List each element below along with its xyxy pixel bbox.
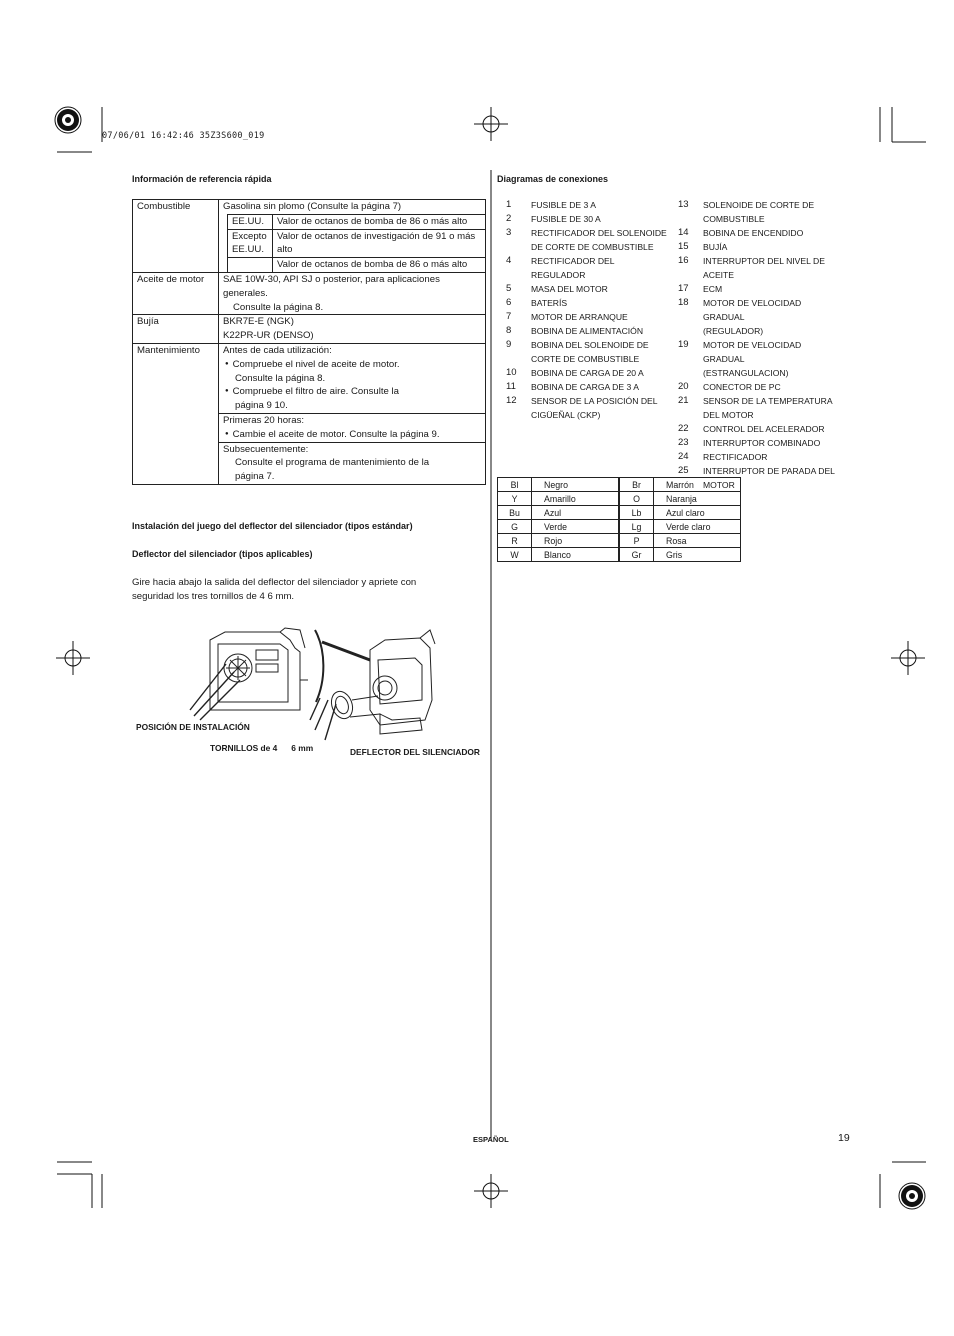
legend-label-line: RECTIFICADOR DEL [531,256,615,266]
legend-label [531,338,671,366]
legend-label [703,240,843,254]
legend-number: 2 [506,213,512,224]
plug-denso: K22PR-UR (DENSO) [223,330,314,342]
fuel-region [228,258,273,272]
legend-label-line: SOLENOIDE DE CORTE DE [703,200,815,210]
legend-label [703,436,843,450]
fuel-main: Gasolina sin plomo (Consulte la página 7) [223,201,402,212]
legend-label-line: SENSOR DE LA POSICIÓN DEL [531,396,658,406]
legend-number: 7 [506,311,512,322]
legend-item [506,338,678,366]
footer-language: ESPAÑOL [473,1135,509,1144]
legend-label-line: MOTOR DE VELOCIDAD GRADUAL [703,298,802,322]
wiring-legend-col-1 [506,198,678,492]
legend-label-line: MOTOR [703,480,735,490]
table-row [498,534,741,548]
color-code: Bl [498,478,532,492]
legend-label-line: RECTIFICADOR [703,452,768,462]
table-row [498,478,741,492]
legend-label-line: BOBINA DE ALIMENTACIÓN [531,326,644,336]
legend-label-line: (ESTRANGULACION) [703,368,789,378]
legend-label [531,380,671,394]
oil-label: Aceite de motor [133,272,219,314]
maint-ref: Consulte la página 8. [235,372,326,384]
legend-label [531,310,671,324]
color-name: Marrón [654,478,741,492]
legend-number: 13 [678,199,689,210]
legend-item [506,296,678,310]
legend-label-line: MOTOR DE VELOCIDAD GRADUAL [703,340,802,364]
legend-number: 21 [678,395,689,406]
oil-ref: Consulte la página 8. [233,301,324,313]
legend-number: 17 [678,283,689,294]
legend-label-line: MASA DEL MOTOR [531,284,608,294]
quick-reference-table [132,199,486,485]
page-number: 19 [838,1132,850,1144]
ref-title: Información de referencia rápida [132,174,272,184]
legend-number: 20 [678,381,689,392]
legend-item [678,436,856,450]
color-name: Rosa [654,534,741,548]
legend-label-line: ECM [703,284,723,294]
legend-item [678,380,856,394]
legend-label [703,254,843,282]
legend-item [678,282,856,296]
print-stamp: 07/06/01 16:42:46 35Z3S600_019 [102,131,265,141]
color-code: Br [619,478,654,492]
table-row [498,520,741,534]
legend-number: 6 [506,297,512,308]
legend-label [531,212,671,226]
legend-item [506,212,678,226]
legend-label-line: FUSIBLE DE 3 A [531,200,596,210]
legend-label [531,394,671,422]
legend-item [678,296,856,338]
maint-sub-text: Consulte el programa de mantenimiento de la [235,457,430,469]
legend-item [506,324,678,338]
legend-label [703,450,843,464]
color-name: Azul claro [654,506,741,520]
fuel-region: Excepto EE.UU. [228,229,273,258]
legend-item [506,254,678,282]
table-row [498,492,741,506]
legend-item [678,240,856,254]
legend-label-line: DEL MOTOR [703,410,754,420]
table-row [498,506,741,520]
wiring-legend-col-2 [678,198,856,492]
legend-number: 3 [506,227,512,238]
legend-label-line: CONECTOR DE PC [703,382,781,392]
color-code: Lg [619,520,654,534]
color-code: Lb [619,506,654,520]
legend-number: 12 [506,395,517,406]
color-code: Y [498,492,532,506]
legend-label [703,422,843,436]
legend-label-line: FUSIBLE DE 30 A [531,214,601,224]
fig-label-deflector: DEFLECTOR DEL SILENCIADOR [350,747,480,757]
oil-value: SAE 10W-30, API SJ o posterior, para aplicaciones generales. [223,273,440,299]
color-name: Azul [532,506,620,520]
maint-first: Primeras 20 horas: [223,414,305,426]
legend-label-line: RECTIFICADOR DEL SOLENOIDE [531,228,667,238]
legend-item [678,254,856,282]
legend-item [678,198,856,226]
legend-item [506,282,678,296]
legend-number: 8 [506,325,512,336]
legend-label [531,366,671,380]
legend-number: 11 [506,381,516,392]
legend-label-line: CORTE DE COMBUSTIBLE [531,354,640,364]
color-name: Negro [532,478,620,492]
legend-label-line: CIGÜEÑAL (CKP) [531,410,601,420]
legend-item [506,198,678,212]
legend-number: 15 [678,241,689,252]
color-name: Gris [654,548,741,562]
legend-label-line: SENSOR DE LA TEMPERATURA [703,396,833,406]
legend-item [506,394,678,422]
color-name: Blanco [532,548,620,562]
fig-label-install: POSICIÓN DE INSTALACIÓN [136,722,250,732]
color-code: R [498,534,532,548]
legend-label-line: REGULADOR [531,270,586,280]
color-name: Naranja [654,492,741,506]
maint-label: Mantenimiento [133,343,219,484]
body-line: Gire hacia abajo la salida del deflector del silenciador y apriete con [132,577,417,588]
legend-label [703,296,843,338]
fig-label-screws: TORNILLOS de 4 6 mm [210,743,314,753]
fuel-label: Combustible [133,200,219,273]
maint-before: Antes de cada utilización: [223,344,332,356]
legend-item [678,422,856,436]
legend-label [531,324,671,338]
legend-number: 10 [506,367,517,378]
legend-item [678,394,856,422]
legend-label-line: COMBUSTIBLE [703,214,765,224]
color-code: W [498,548,532,562]
legend-item [678,450,856,464]
legend-label [531,254,671,282]
maint-sub: Subsecuentemente: [223,443,309,455]
maint-bullet: ● Compruebe el nivel de aceite de motor. [223,358,481,372]
legend-label-line: BOBINA DE CARGA DE 3 A [531,382,639,392]
legend-label [703,198,843,226]
legend-item [678,226,856,240]
legend-item [678,338,856,380]
fuel-region: EE.UU. [228,214,273,229]
legend-item [506,380,678,394]
legend-label [531,198,671,212]
legend-number: 22 [678,423,689,434]
legend-label-line: INTERRUPTOR DEL NIVEL DE [703,256,825,266]
legend-label [703,282,843,296]
legend-number: 9 [506,339,512,350]
legend-label-line: BOBINA DEL SOLENOIDE DE [531,340,649,350]
maint-bullet: ● Compruebe el filtro de aire. Consulte la [223,385,481,399]
wire-color-table [497,477,741,562]
legend-number: 5 [506,283,512,294]
color-code: P [619,534,654,548]
legend-label-line: DE CORTE DE COMBUSTIBLE [531,242,654,252]
legend-number: 24 [678,451,689,462]
color-code: Gr [619,548,654,562]
plug-label: Bujía [133,315,219,344]
color-code: G [498,520,532,534]
deflector-title: Deflector del silenciador (tipos aplicables) [132,549,313,559]
legend-item [506,226,678,254]
legend-label [703,380,843,394]
legend-number: 14 [678,227,689,238]
legend-number: 19 [678,339,689,350]
table-row [498,548,741,562]
legend-label-line: MOTOR DE ARRANQUE [531,312,628,322]
legend-number: 1 [506,199,512,210]
color-code: O [619,492,654,506]
plug-ngk: BKR7E-E (NGK) [223,316,294,328]
legend-label-line: INTERRUPTOR DE PARADA DEL [703,466,835,476]
legend-label [703,338,843,380]
legend-label-line: CONTROL DEL ACELERADOR [703,424,825,434]
color-code: Bu [498,506,532,520]
color-name: Amarillo [532,492,620,506]
wiring-title: Diagramas de conexiones [497,174,609,184]
legend-number: 25 [678,465,689,476]
legend-label-line: (REGULADOR) [703,326,764,336]
color-name: Verde claro [654,520,741,534]
color-name: Rojo [532,534,620,548]
legend-number: 4 [506,255,512,266]
fuel-value: Valor de octanos de bomba de 86 o más alto [273,214,486,229]
legend-label [703,226,843,240]
legend-label-line: BOBINA DE ENCENDIDO [703,228,804,238]
install-title: Instalación del juego del deflector del silenciador (tipos estándar) [132,521,413,531]
legend-label-line: BOBINA DE CARGA DE 20 A [531,368,644,378]
body-line: seguridad los tres tornillos de 4 6 mm. [132,591,295,602]
legend-number: 18 [678,297,689,308]
legend-label [531,296,671,310]
legend-label-line: INTERRUPTOR COMBINADO [703,438,821,448]
maint-sub-text: página 7. [235,471,275,483]
maint-bullet: ● Cambie el aceite de motor. Consulte la página 9. [223,428,481,442]
legend-label [703,394,843,422]
legend-label [531,226,671,254]
color-name: Verde [532,520,620,534]
legend-item [506,366,678,380]
wiring-legend [506,198,856,492]
maint-ref: página 9 10. [235,400,288,412]
legend-number: 23 [678,437,689,448]
legend-item [506,310,678,324]
legend-number: 16 [678,255,689,266]
legend-label [531,282,671,296]
legend-label-line: BUJÍA [703,242,728,252]
fuel-value: Valor de octanos de bomba de 86 o más alto [273,258,486,272]
fuel-value: Valor de octanos de investigación de 91 o más alto [273,229,486,258]
legend-label-line: ACEITE [703,270,735,280]
legend-label-line: BATERÍS [531,298,568,308]
